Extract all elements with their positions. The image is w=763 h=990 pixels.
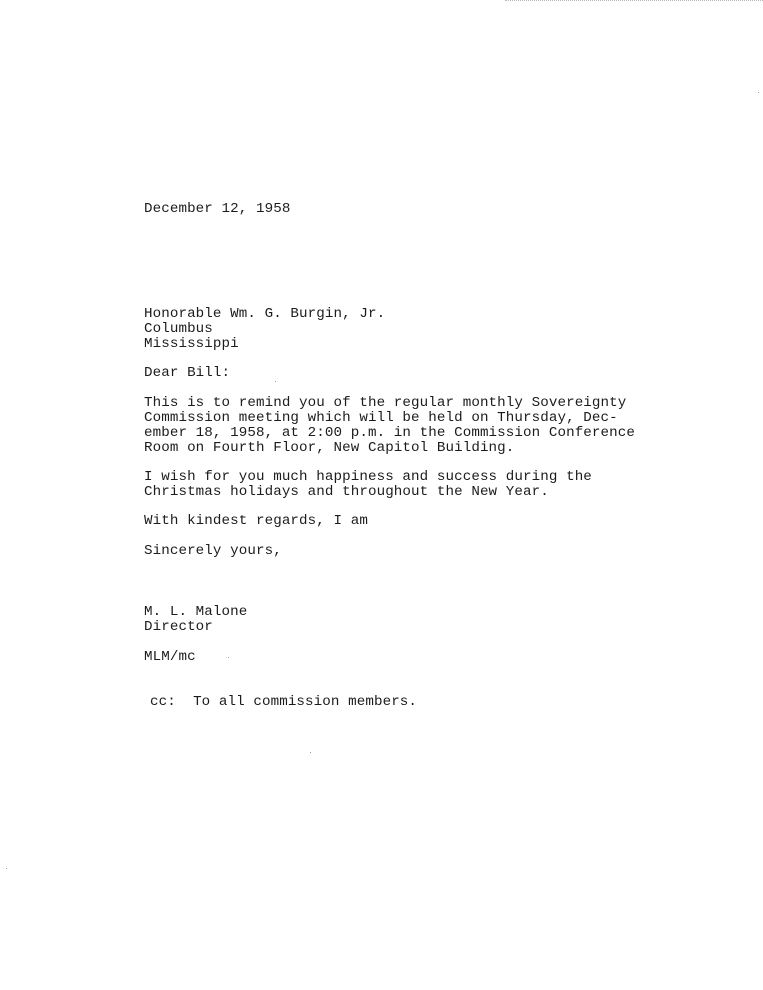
body-paragraph-2-line-2: Christmas holidays and throughout the New Year. <box>144 484 549 500</box>
typist-initials: MLM/mc <box>144 649 196 665</box>
signer-name: M. L. Malone <box>144 604 248 620</box>
letter-date: December 12, 1958 <box>144 201 291 217</box>
recipient-line-1: Honorable Wm. G. Burgin, Jr. <box>144 306 386 322</box>
signer-title: Director <box>144 619 213 635</box>
body-paragraph-1-line-1: This is to remind you of the regular monthly Sovereignty <box>144 395 627 411</box>
cc-line: cc: To all commission members. <box>150 694 418 710</box>
scan-speck <box>6 868 7 869</box>
page-edge-dotted-line <box>505 0 763 1</box>
scan-speck <box>310 752 311 753</box>
salutation: Dear Bill: <box>144 365 231 381</box>
body-paragraph-1-line-4: Room on Fourth Floor, New Capitol Building. <box>144 440 515 456</box>
scan-speck <box>228 657 229 658</box>
regards-line: With kindest regards, I am <box>144 513 368 529</box>
scan-speck <box>758 92 759 93</box>
body-paragraph-1-line-3: ember 18, 1958, at 2:00 p.m. in the Commission Conference <box>144 425 635 441</box>
body-paragraph-1-line-2: Commission meeting which will be held on Thursday, Dec- <box>144 410 618 426</box>
recipient-line-3: Mississippi <box>144 336 239 352</box>
closing: Sincerely yours, <box>144 543 282 559</box>
scan-speck <box>275 381 276 382</box>
recipient-line-2: Columbus <box>144 321 213 337</box>
body-paragraph-2-line-1: I wish for you much happiness and success during the <box>144 469 592 485</box>
